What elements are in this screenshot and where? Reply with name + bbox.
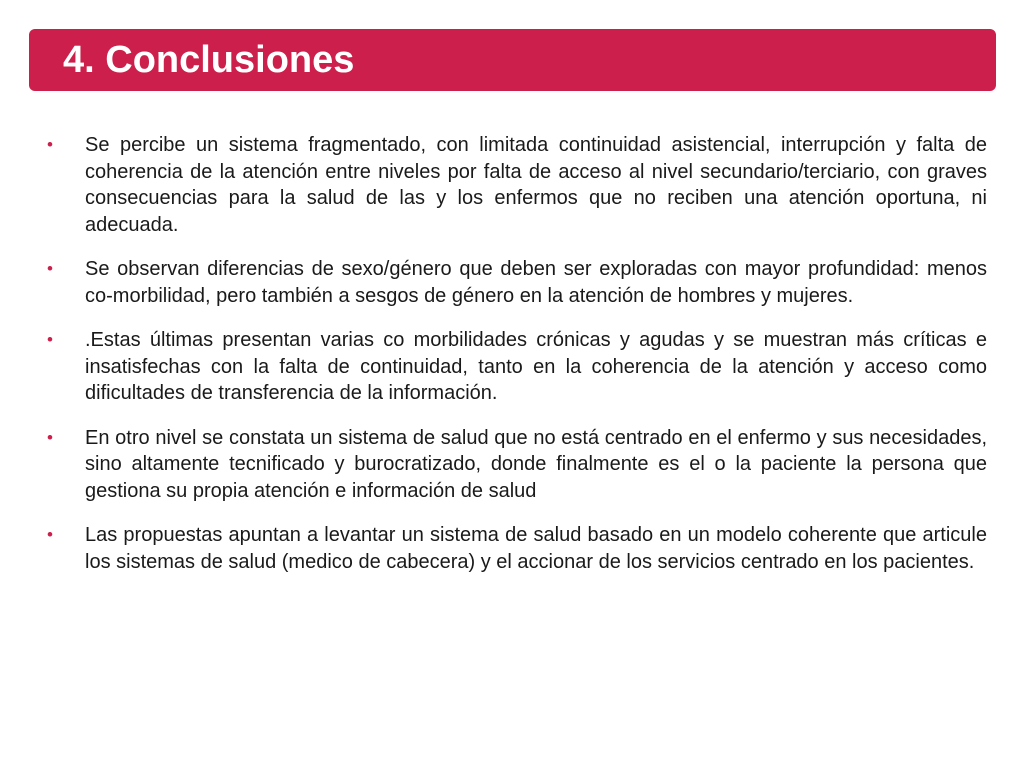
bullet-text: Se observan diferencias de sexo/género que deben ser exploradas con mayor profundidad: menos co-morbilidad, pero también a sesgos de género en la atención de hombres y mujeres. (85, 258, 987, 307)
bullet-item (47, 327, 987, 407)
bullet-icon: • (47, 135, 53, 154)
bullet-icon: • (47, 427, 53, 447)
title-bar (29, 29, 996, 91)
bullet-item (47, 522, 987, 575)
bullet-item (47, 256, 987, 309)
bullet-item (47, 425, 987, 505)
bullet-text: En otro nivel se constata un sistema de salud que no está centrado en el enfermo y sus necesidades, sino altamente tecnificado y burocratizado, donde finalmente es el o la paciente la persona que gestiona su propia atención e información de salud (85, 426, 987, 502)
bullet-text: .Estas últimas presentan varias co morbilidades crónicas y agudas y se muestran más críticas e insatisfechas con la falta de continuidad, tanto en la coherencia de la atención y acceso como dificultades de transferencia de la información. (85, 329, 987, 404)
slide-title: 4. Conclusiones (63, 39, 355, 81)
bullet-list (47, 132, 987, 593)
bullet-text: Se percibe un sistema fragmentado, con limitada continuidad asistencial, interrupción y falta de coherencia de la atención entre niveles por falta de acceso al nivel secundario/terciario, con graves consecuencias para la salud de las y los enfermos que no reciben una atención oportuna, ni adecuada. (85, 134, 987, 236)
bullet-icon: • (47, 525, 53, 544)
bullet-text: Las propuestas apuntan a levantar un sistema de salud basado en un modelo coherente que articule los sistemas de salud (medico de cabecera) y el accionar de los servicios centrado en los pacientes. (85, 524, 987, 573)
bullet-item (47, 132, 987, 238)
bullet-icon: • (47, 330, 53, 349)
bullet-icon: • (47, 259, 53, 278)
